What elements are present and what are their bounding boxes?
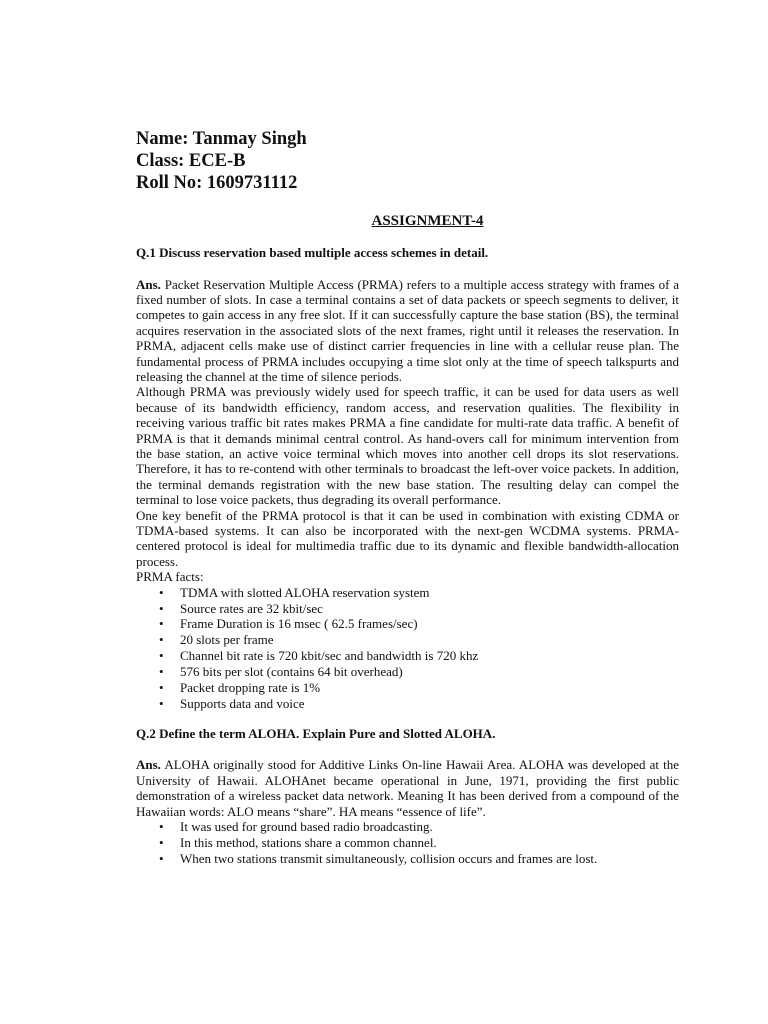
bullet-icon: • (159, 632, 164, 648)
answer-2-text-1: ALOHA originally stood for Additive Links On-line Hawaii Area. ALOHA was developed at the University of Hawaii. ALOHAnet became operational in June, 1971, providing the first public demonstration of a wireless packet data network. Meaning It has been derived from a compound of the Hawaiian words: ALO means “share”. HA means “essence of life”. (136, 757, 679, 819)
list-item: • Channel bit rate is 720 kbit/sec and bandwidth is 720 khz (159, 648, 479, 664)
list-item: • Frame Duration is 16 msec ( 62.5 frames/sec) (159, 616, 418, 632)
bullet-icon: • (159, 695, 164, 711)
list-item: • Supports data and voice (159, 695, 305, 711)
student-roll-number: Roll No: 1609731112 (136, 173, 298, 193)
assignment-title: ASSIGNMENT-4 (371, 213, 484, 229)
list-item: • It was used for ground based radio broadcasting. (159, 819, 433, 834)
answer-2-label: Ans. (136, 757, 161, 773)
question-2: Q.2 Define the term ALOHA. Explain Pure and Slotted ALOHA. (136, 725, 496, 741)
bullet-icon: • (159, 648, 164, 664)
list-item: • In this method, stations share a common channel. (159, 834, 437, 850)
student-header (136, 128, 679, 194)
answer-2-paragraph-1 (136, 757, 679, 819)
bullet-icon: • (159, 600, 164, 616)
prma-facts-label: PRMA facts: (136, 569, 204, 585)
list-item: • Packet dropping rate is 1% (159, 680, 321, 696)
list-item: • When two stations transmit simultaneously, collision occurs and frames are lost. (159, 850, 598, 866)
student-name: Name: Tanmay Singh (136, 129, 307, 149)
answer-1-label: Ans. (136, 276, 161, 292)
bullet-icon: • (159, 680, 164, 696)
list-item: • 20 slots per frame (159, 632, 274, 648)
list-item: • Source rates are 32 kbit/sec (159, 600, 323, 616)
answer-1-text-1: Packet Reservation Multiple Access (PRMA) refers to a multiple access strategy with frames of a fixed number of slots. In case a terminal contains a set of data packets or speech segments to deliver, it competes to gain access in any free slot. If it can successfully capture the base station (BS), the terminal acquires reservation in the associated slots of the next frames, right until it releases the reservation. In PRMA, adjacent cells make use of distinct carrier frequencies in line with a cellular reuse plan. The fundamental process of PRMA includes occupying a time slot only at the time of speech talkspurts and releasing the channel at the time of silence periods. (136, 276, 679, 384)
list-item: • 576 bits per slot (contains 64 bit overhead) (159, 664, 403, 680)
bullet-icon: • (159, 834, 164, 850)
bullet-icon: • (159, 850, 164, 866)
student-class: Class: ECE-B (136, 151, 246, 171)
document-page (136, 128, 679, 867)
prma-facts-list (136, 585, 679, 712)
question-1: Q.1 Discuss reservation based multiple access schemes in detail. (136, 245, 489, 260)
list-item: • TDMA with slotted ALOHA reservation system (159, 584, 430, 600)
answer-1-paragraph-3: One key benefit of the PRMA protocol is that it can be used in combination with existing CDMA or TDMA-based systems. It can also be incorporated with the next-gen WCDMA systems. PRMA-centered protocol is ideal for multimedia traffic due to its dynamic and flexible bandwidth-allocation process. (136, 507, 679, 569)
aloha-facts-list (136, 819, 679, 867)
bullet-icon: • (159, 584, 164, 600)
bullet-icon: • (159, 664, 164, 680)
answer-1-paragraph-2: Although PRMA was previously widely used for speech traffic, it can be used for data users as well because of its bandwidth efficiency, random access, and reservation qualities. The flexibility in receiving various traffic bit rates makes PRMA a fine candidate for multi-rate data traffic. A benefit of PRMA is that it demands minimal central control. As hand-overs call for minimum intervention from the base station, an active voice terminal which moves into another cell drops its slot reservations. Therefore, it has to re-contend with other terminals to broadcast the left-over voice packets. In addition, the terminal demands registration with the new base station. The resulting delay can compel the terminal to lose voice packets, thus degrading its overall performance. (136, 384, 679, 508)
answer-1-paragraph-1 (136, 277, 679, 385)
bullet-icon: • (159, 616, 164, 632)
bullet-icon: • (159, 819, 164, 834)
